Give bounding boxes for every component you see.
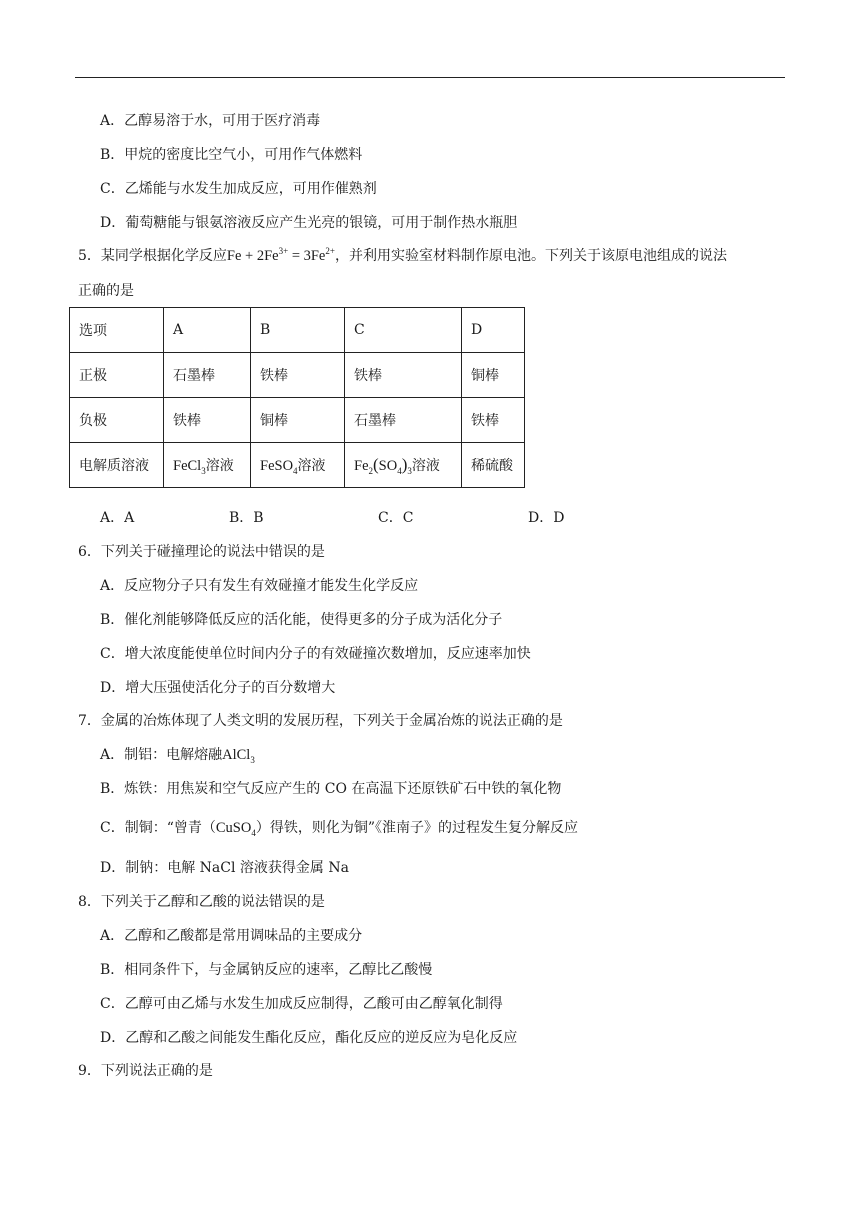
formula-cuso4: CuSO$_4$: [215, 820, 256, 838]
q7-option-d: D．制钠：电解 NaCl 溶液获得金属 Na: [100, 860, 349, 876]
q6-option-a: A．反应物分子只有发生有效碰撞才能发生化学反应: [100, 578, 419, 594]
table-cell: 铜棒: [251, 398, 345, 443]
table-cell: 铁棒: [345, 353, 462, 398]
q6-option-b: B．催化剂能够降低反应的活化能，使得更多的分子成为活化分子: [100, 612, 503, 628]
table-cell: 铜棒: [462, 353, 525, 398]
table-cell: 负极: [70, 398, 164, 443]
table-cell: 铁棒: [164, 398, 251, 443]
q6-stem: 6．下列关于碰撞理论的说法中错误的是: [78, 544, 325, 560]
formula-feso4: FeSO$_4$: [260, 458, 298, 476]
table-row-negative: [70, 398, 525, 443]
q8-option-c: C．乙醇可由乙烯与水发生加成反应制得，乙酸可由乙醇氧化制得: [100, 996, 503, 1012]
q7-option-a: [100, 745, 255, 765]
q8-option-d: D．乙醇和乙酸之间能发生酯化反应，酯化反应的逆反应为皂化反应: [100, 1030, 518, 1046]
q7-option-b: B．炼铁：用焦炭和空气反应产生的 CO 在高温下还原铁矿石中铁的氧化物: [100, 781, 562, 797]
reaction-equation: $Fe + 2Fe^{3+} = 3Fe^{2+}$: [226, 246, 335, 264]
q8-option-a: A．乙醇和乙酸都是常用调味品的主要成分: [100, 928, 363, 944]
q5-answer-d: D．D: [528, 510, 565, 526]
q4-option-b: B．甲烷的密度比空气小，可用作气体燃料: [100, 147, 363, 163]
q4-option-c: C．乙烯能与水发生加成反应，可用作催熟剂: [100, 181, 377, 197]
q7-option-a-text: A．制铝：电解熔融: [100, 747, 223, 763]
table-cell: 铁棒: [251, 353, 345, 398]
table-cell-feso4: [251, 443, 345, 488]
q6-option-d: D．增大压强使活化分子的百分数增大: [100, 680, 336, 696]
table-row-electrolyte: [70, 443, 525, 488]
q7-option-c: [100, 818, 578, 838]
q7-option-c-prefix: C．制铜：“曾青（: [100, 820, 216, 836]
q5-answer-c: C．C: [378, 510, 414, 526]
table-cell-fe2so43: [345, 443, 462, 488]
table-row-header: [70, 308, 525, 353]
formula-alcl3: AlCl$_3$: [222, 747, 255, 765]
table-cell-fecl3: [164, 443, 251, 488]
q5-answer-b: B．B: [229, 510, 264, 526]
q7-stem: 7．金属的冶炼体现了人类文明的发展历程，下列关于金属冶炼的说法正确的是: [78, 713, 563, 729]
table-cell: 石墨棒: [164, 353, 251, 398]
table-cell: 铁棒: [462, 398, 525, 443]
solution-label: 溶液: [297, 458, 326, 474]
q5-stem-prefix: 5．某同学根据化学反应: [78, 248, 227, 264]
formula-fecl3: FeCl$_3$: [173, 458, 206, 476]
table-cell: B: [251, 308, 345, 353]
q5-stem-suffix: ，并利用实验室材料制作原电池。下列关于该原电池组成的说法: [334, 248, 727, 264]
q4-option-d: D．葡萄糖能与银氨溶液反应产生光亮的银镜，可用于制作热水瓶胆: [100, 215, 518, 231]
table-cell: 稀硫酸: [462, 443, 525, 488]
table-cell: 石墨棒: [345, 398, 462, 443]
formula-fe2so43: $Fe_2(SO_4)_3$: [354, 455, 412, 476]
table-cell: D: [462, 308, 525, 353]
q5-stem: [78, 246, 727, 266]
q5-answer-a: A．A: [100, 510, 135, 526]
solution-label: 溶液: [411, 458, 440, 474]
q8-stem: 8．下列关于乙醇和乙酸的说法错误的是: [78, 894, 325, 910]
q9-stem: 9．下列说法正确的是: [78, 1063, 213, 1079]
q4-option-a: A．乙醇易溶于水，可用于医疗消毒: [100, 113, 321, 129]
solution-label: 溶液: [205, 458, 234, 474]
q5-options-table: [69, 307, 525, 488]
table-row-positive: [70, 353, 525, 398]
q6-option-c: C．增大浓度能使单位时间内分子的有效碰撞次数增加，反应速率加快: [100, 646, 531, 662]
table-cell: 选项: [70, 308, 164, 353]
table-cell: A: [164, 308, 251, 353]
q7-option-c-suffix: ）得铁，则化为铜”《淮南子》的过程发生复分解反应: [255, 820, 578, 836]
table-cell: 电解质溶液: [70, 443, 164, 488]
q5-stem-line2: 正确的是: [78, 283, 134, 299]
table-cell: 正极: [70, 353, 164, 398]
header-rule: [75, 77, 785, 78]
q8-option-b: B．相同条件下，与金属钠反应的速率，乙醇比乙酸慢: [100, 962, 433, 978]
table-cell: C: [345, 308, 462, 353]
